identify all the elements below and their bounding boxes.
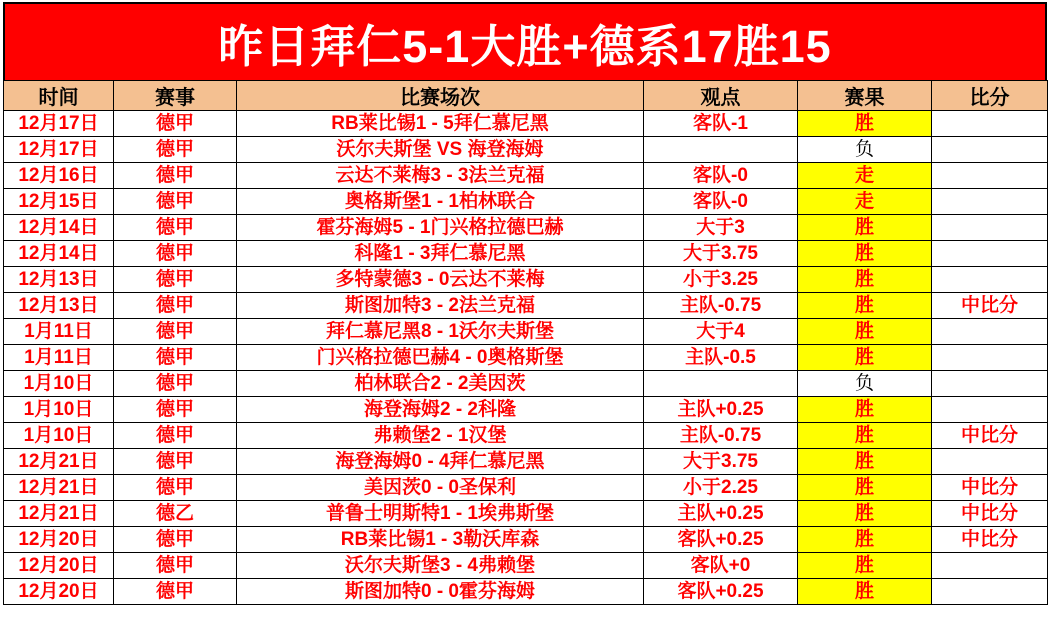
result-cell: 胜: [798, 475, 932, 501]
match-cell: 沃尔夫斯堡3 - 4弗赖堡: [237, 553, 644, 579]
score-cell: 中比分: [932, 423, 1048, 449]
league-cell: 德甲: [114, 345, 237, 371]
table-row: [4, 527, 1048, 553]
table-row: [4, 137, 1048, 163]
score-cell: [932, 241, 1048, 267]
opinion-cell: 主队-0.75: [644, 423, 798, 449]
match-cell: 普鲁士明斯特1 - 1埃弗斯堡: [237, 501, 644, 527]
time-cell: 1月10日: [4, 423, 114, 449]
league-cell: 德甲: [114, 241, 237, 267]
column-header-score: 比分: [932, 81, 1048, 111]
league-cell: 德甲: [114, 319, 237, 345]
opinion-cell: 客队+0.25: [644, 579, 798, 605]
opinion-cell: 主队-0.5: [644, 345, 798, 371]
league-cell: 德甲: [114, 293, 237, 319]
opinion-cell: 客队-0: [644, 189, 798, 215]
column-header-match: 比赛场次: [237, 81, 644, 111]
result-cell: 胜: [798, 267, 932, 293]
match-cell: 沃尔夫斯堡 VS 海登海姆: [237, 137, 644, 163]
column-header-result: 赛果: [798, 81, 932, 111]
league-cell: 德甲: [114, 189, 237, 215]
score-cell: [932, 215, 1048, 241]
match-cell: 霍芬海姆5 - 1门兴格拉德巴赫: [237, 215, 644, 241]
opinion-cell: [644, 137, 798, 163]
opinion-cell: 主队+0.25: [644, 397, 798, 423]
time-cell: 12月16日: [4, 163, 114, 189]
score-cell: [932, 267, 1048, 293]
league-cell: 德甲: [114, 475, 237, 501]
time-cell: 12月20日: [4, 553, 114, 579]
score-cell: 中比分: [932, 475, 1048, 501]
score-cell: 中比分: [932, 501, 1048, 527]
match-cell: 斯图加特0 - 0霍芬海姆: [237, 579, 644, 605]
league-cell: 德甲: [114, 553, 237, 579]
time-cell: 12月20日: [4, 579, 114, 605]
opinion-cell: 大于3.75: [644, 449, 798, 475]
time-cell: 12月21日: [4, 475, 114, 501]
table-row: [4, 189, 1048, 215]
time-cell: 1月11日: [4, 345, 114, 371]
match-cell: 门兴格拉德巴赫4 - 0奥格斯堡: [237, 345, 644, 371]
time-cell: 12月14日: [4, 215, 114, 241]
match-cell: 科隆1 - 3拜仁慕尼黑: [237, 241, 644, 267]
result-cell: 胜: [798, 449, 932, 475]
score-cell: [932, 189, 1048, 215]
league-cell: 德甲: [114, 449, 237, 475]
opinion-cell: 客队+0: [644, 553, 798, 579]
table-row: [4, 579, 1048, 605]
time-cell: 12月17日: [4, 137, 114, 163]
time-cell: 1月10日: [4, 397, 114, 423]
time-cell: 1月10日: [4, 371, 114, 397]
match-cell: RB莱比锡1 - 3勒沃库森: [237, 527, 644, 553]
time-cell: 12月17日: [4, 111, 114, 137]
score-cell: 中比分: [932, 293, 1048, 319]
opinion-cell: 小于3.25: [644, 267, 798, 293]
result-cell: 胜: [798, 579, 932, 605]
match-cell: 美因茨0 - 0圣保利: [237, 475, 644, 501]
table-header: [4, 81, 1048, 111]
table-body: [4, 111, 1048, 605]
table-row: [4, 111, 1048, 137]
time-cell: 12月13日: [4, 267, 114, 293]
match-cell: 海登海姆2 - 2科隆: [237, 397, 644, 423]
opinion-cell: 客队-0: [644, 163, 798, 189]
score-cell: 中比分: [932, 527, 1048, 553]
result-cell: 胜: [798, 241, 932, 267]
result-cell: 胜: [798, 215, 932, 241]
result-cell: 走: [798, 163, 932, 189]
opinion-cell: 大于3.75: [644, 241, 798, 267]
match-cell: 奥格斯堡1 - 1柏林联合: [237, 189, 644, 215]
score-cell: [932, 371, 1048, 397]
result-cell: 负: [798, 371, 932, 397]
result-cell: 负: [798, 137, 932, 163]
league-cell: 德甲: [114, 111, 237, 137]
score-cell: [932, 319, 1048, 345]
result-cell: 走: [798, 189, 932, 215]
league-cell: 德甲: [114, 579, 237, 605]
league-cell: 德甲: [114, 163, 237, 189]
table-row: [4, 345, 1048, 371]
league-cell: 德甲: [114, 527, 237, 553]
opinion-cell: 大于4: [644, 319, 798, 345]
league-cell: 德甲: [114, 137, 237, 163]
result-cell: 胜: [798, 423, 932, 449]
match-cell: 海登海姆0 - 4拜仁慕尼黑: [237, 449, 644, 475]
table-row: [4, 267, 1048, 293]
league-cell: 德甲: [114, 215, 237, 241]
score-cell: [932, 397, 1048, 423]
betting-record-sheet: [3, 2, 1047, 605]
table-row: [4, 241, 1048, 267]
table-row: [4, 397, 1048, 423]
match-cell: 弗赖堡2 - 1汉堡: [237, 423, 644, 449]
table-row: [4, 423, 1048, 449]
column-header-league: 赛事: [114, 81, 237, 111]
score-cell: [932, 111, 1048, 137]
match-cell: 拜仁慕尼黑8 - 1沃尔夫斯堡: [237, 319, 644, 345]
page-title: 昨日拜仁5-1大胜+德系17胜15: [218, 20, 832, 72]
time-cell: 12月21日: [4, 501, 114, 527]
league-cell: 德甲: [114, 371, 237, 397]
table-row: [4, 319, 1048, 345]
table-row: [4, 553, 1048, 579]
title-banner: [3, 2, 1047, 80]
column-header-opinion: 观点: [644, 81, 798, 111]
score-cell: [932, 553, 1048, 579]
table-row: [4, 449, 1048, 475]
header-row: [4, 81, 1048, 111]
league-cell: 德甲: [114, 397, 237, 423]
table-row: [4, 293, 1048, 319]
league-cell: 德乙: [114, 501, 237, 527]
table-row: [4, 475, 1048, 501]
table-row: [4, 163, 1048, 189]
time-cell: 12月20日: [4, 527, 114, 553]
result-cell: 胜: [798, 501, 932, 527]
time-cell: 12月13日: [4, 293, 114, 319]
score-cell: [932, 163, 1048, 189]
result-cell: 胜: [798, 345, 932, 371]
opinion-cell: 主队+0.25: [644, 501, 798, 527]
result-cell: 胜: [798, 527, 932, 553]
match-cell: 多特蒙德3 - 0云达不莱梅: [237, 267, 644, 293]
score-cell: [932, 579, 1048, 605]
table-row: [4, 371, 1048, 397]
match-cell: 柏林联合2 - 2美因茨: [237, 371, 644, 397]
result-cell: 胜: [798, 397, 932, 423]
results-table: [3, 80, 1048, 605]
table-row: [4, 215, 1048, 241]
result-cell: 胜: [798, 111, 932, 137]
match-cell: RB莱比锡1 - 5拜仁慕尼黑: [237, 111, 644, 137]
column-header-time: 时间: [4, 81, 114, 111]
result-cell: 胜: [798, 553, 932, 579]
opinion-cell: 大于3: [644, 215, 798, 241]
time-cell: 1月11日: [4, 319, 114, 345]
table-row: [4, 501, 1048, 527]
opinion-cell: [644, 371, 798, 397]
result-cell: 胜: [798, 293, 932, 319]
result-cell: 胜: [798, 319, 932, 345]
score-cell: [932, 345, 1048, 371]
opinion-cell: 小于2.25: [644, 475, 798, 501]
league-cell: 德甲: [114, 267, 237, 293]
match-cell: 斯图加特3 - 2法兰克福: [237, 293, 644, 319]
score-cell: [932, 137, 1048, 163]
time-cell: 12月21日: [4, 449, 114, 475]
league-cell: 德甲: [114, 423, 237, 449]
opinion-cell: 主队-0.75: [644, 293, 798, 319]
time-cell: 12月14日: [4, 241, 114, 267]
opinion-cell: 客队+0.25: [644, 527, 798, 553]
time-cell: 12月15日: [4, 189, 114, 215]
score-cell: [932, 449, 1048, 475]
match-cell: 云达不莱梅3 - 3法兰克福: [237, 163, 644, 189]
opinion-cell: 客队-1: [644, 111, 798, 137]
